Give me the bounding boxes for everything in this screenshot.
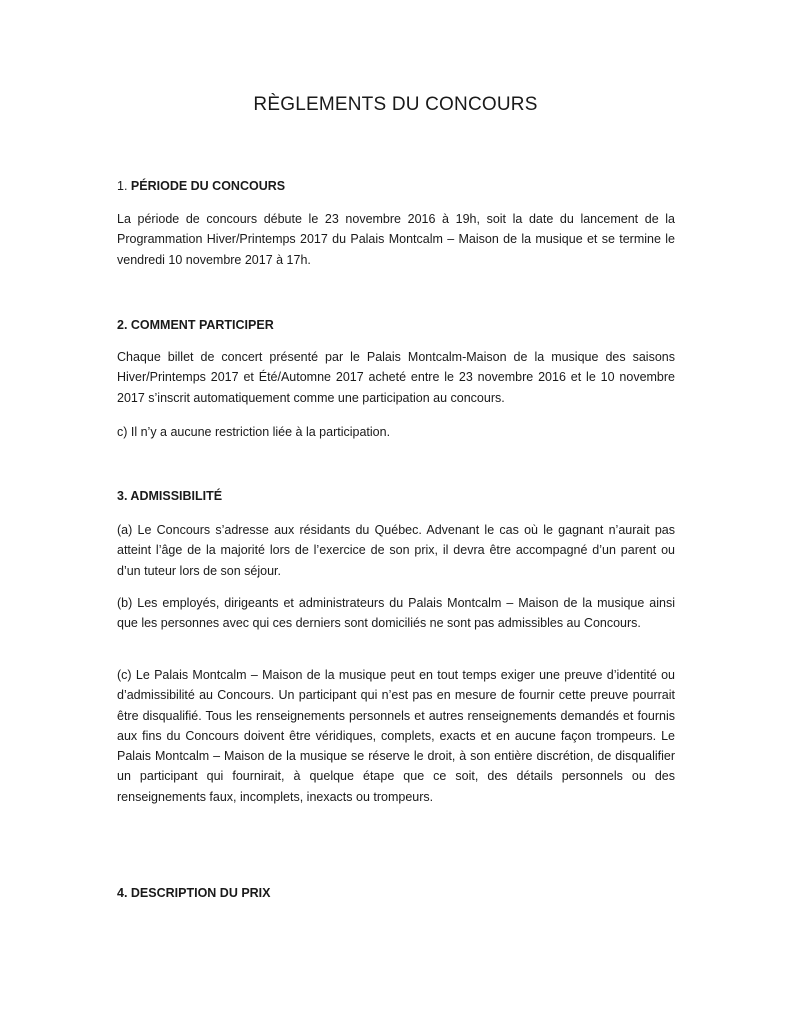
section-1-number: 1. [117, 179, 128, 193]
section-1-title: PÉRIODE DU CONCOURS [130, 179, 286, 193]
section-2-paragraph-2: c) Il n’y a aucune restriction liée à la participation. [117, 425, 391, 439]
section-4-heading: 4. DESCRIPTION DU PRIX [117, 886, 271, 900]
section-1-heading [117, 179, 285, 193]
section-3-paragraph-b: (b) Les employés, dirigeants et administrateurs du Palais Montcalm – Maison de la musique ainsi que les personnes avec qui ces derniers sont domiciliés ne sont pas admissibles au Concours. [117, 596, 675, 631]
document-title: RÈGLEMENTS DU CONCOURS [253, 94, 538, 115]
section-2-paragraph-1: Chaque billet de concert présenté par le Palais Montcalm-Maison de la musique des saisons Hiver/Printemps 2017 et Été/Automne 2017 acheté entre le 23 novembre 2016 et le 10 novembre 2017 s’inscrit automatiquement comme une participation au concours. [117, 350, 675, 405]
section-2-heading: 2. COMMENT PARTICIPER [117, 318, 274, 332]
section-3-paragraph-c: (c) Le Palais Montcalm – Maison de la musique peut en tout temps exiger une preuve d’identité ou d’admissibilité au Concours. Un participant qui n’est pas en mesure de fournir cette preuve pourrait être disqualifié. Tous les renseignements personnels et autres renseignements demandés et fournis aux fins du Concours doivent être véridiques, complets, exacts et en aucune façon trompeurs. Le Palais Montcalm – Maison de la musique se réserve le droit, à son entière discrétion, de disqualifier un participant qui fournirait, à quelque étape que ce soit, des détails personnels ou des renseignements faux, incomplets, inexacts ou trompeurs. [117, 668, 675, 804]
section-3-paragraph-a: (a) Le Concours s’adresse aux résidants du Québec. Advenant le cas où le gagnant n’aurait pas atteint l’âge de la majorité lors de l’exercice de son prix, il devra être accompagné d’un parent ou d’un tuteur lors de son séjour. [117, 523, 675, 578]
section-1-paragraph-1: La période de concours débute le 23 novembre 2016 à 19h, soit la date du lancement de la Programmation Hiver/Printemps 2017 du Palais Montcalm – Maison de la musique et se termine le vendredi 10 novembre 2017 à 17h. [117, 212, 675, 267]
section-3-heading: 3. ADMISSIBILITÉ [117, 489, 223, 503]
